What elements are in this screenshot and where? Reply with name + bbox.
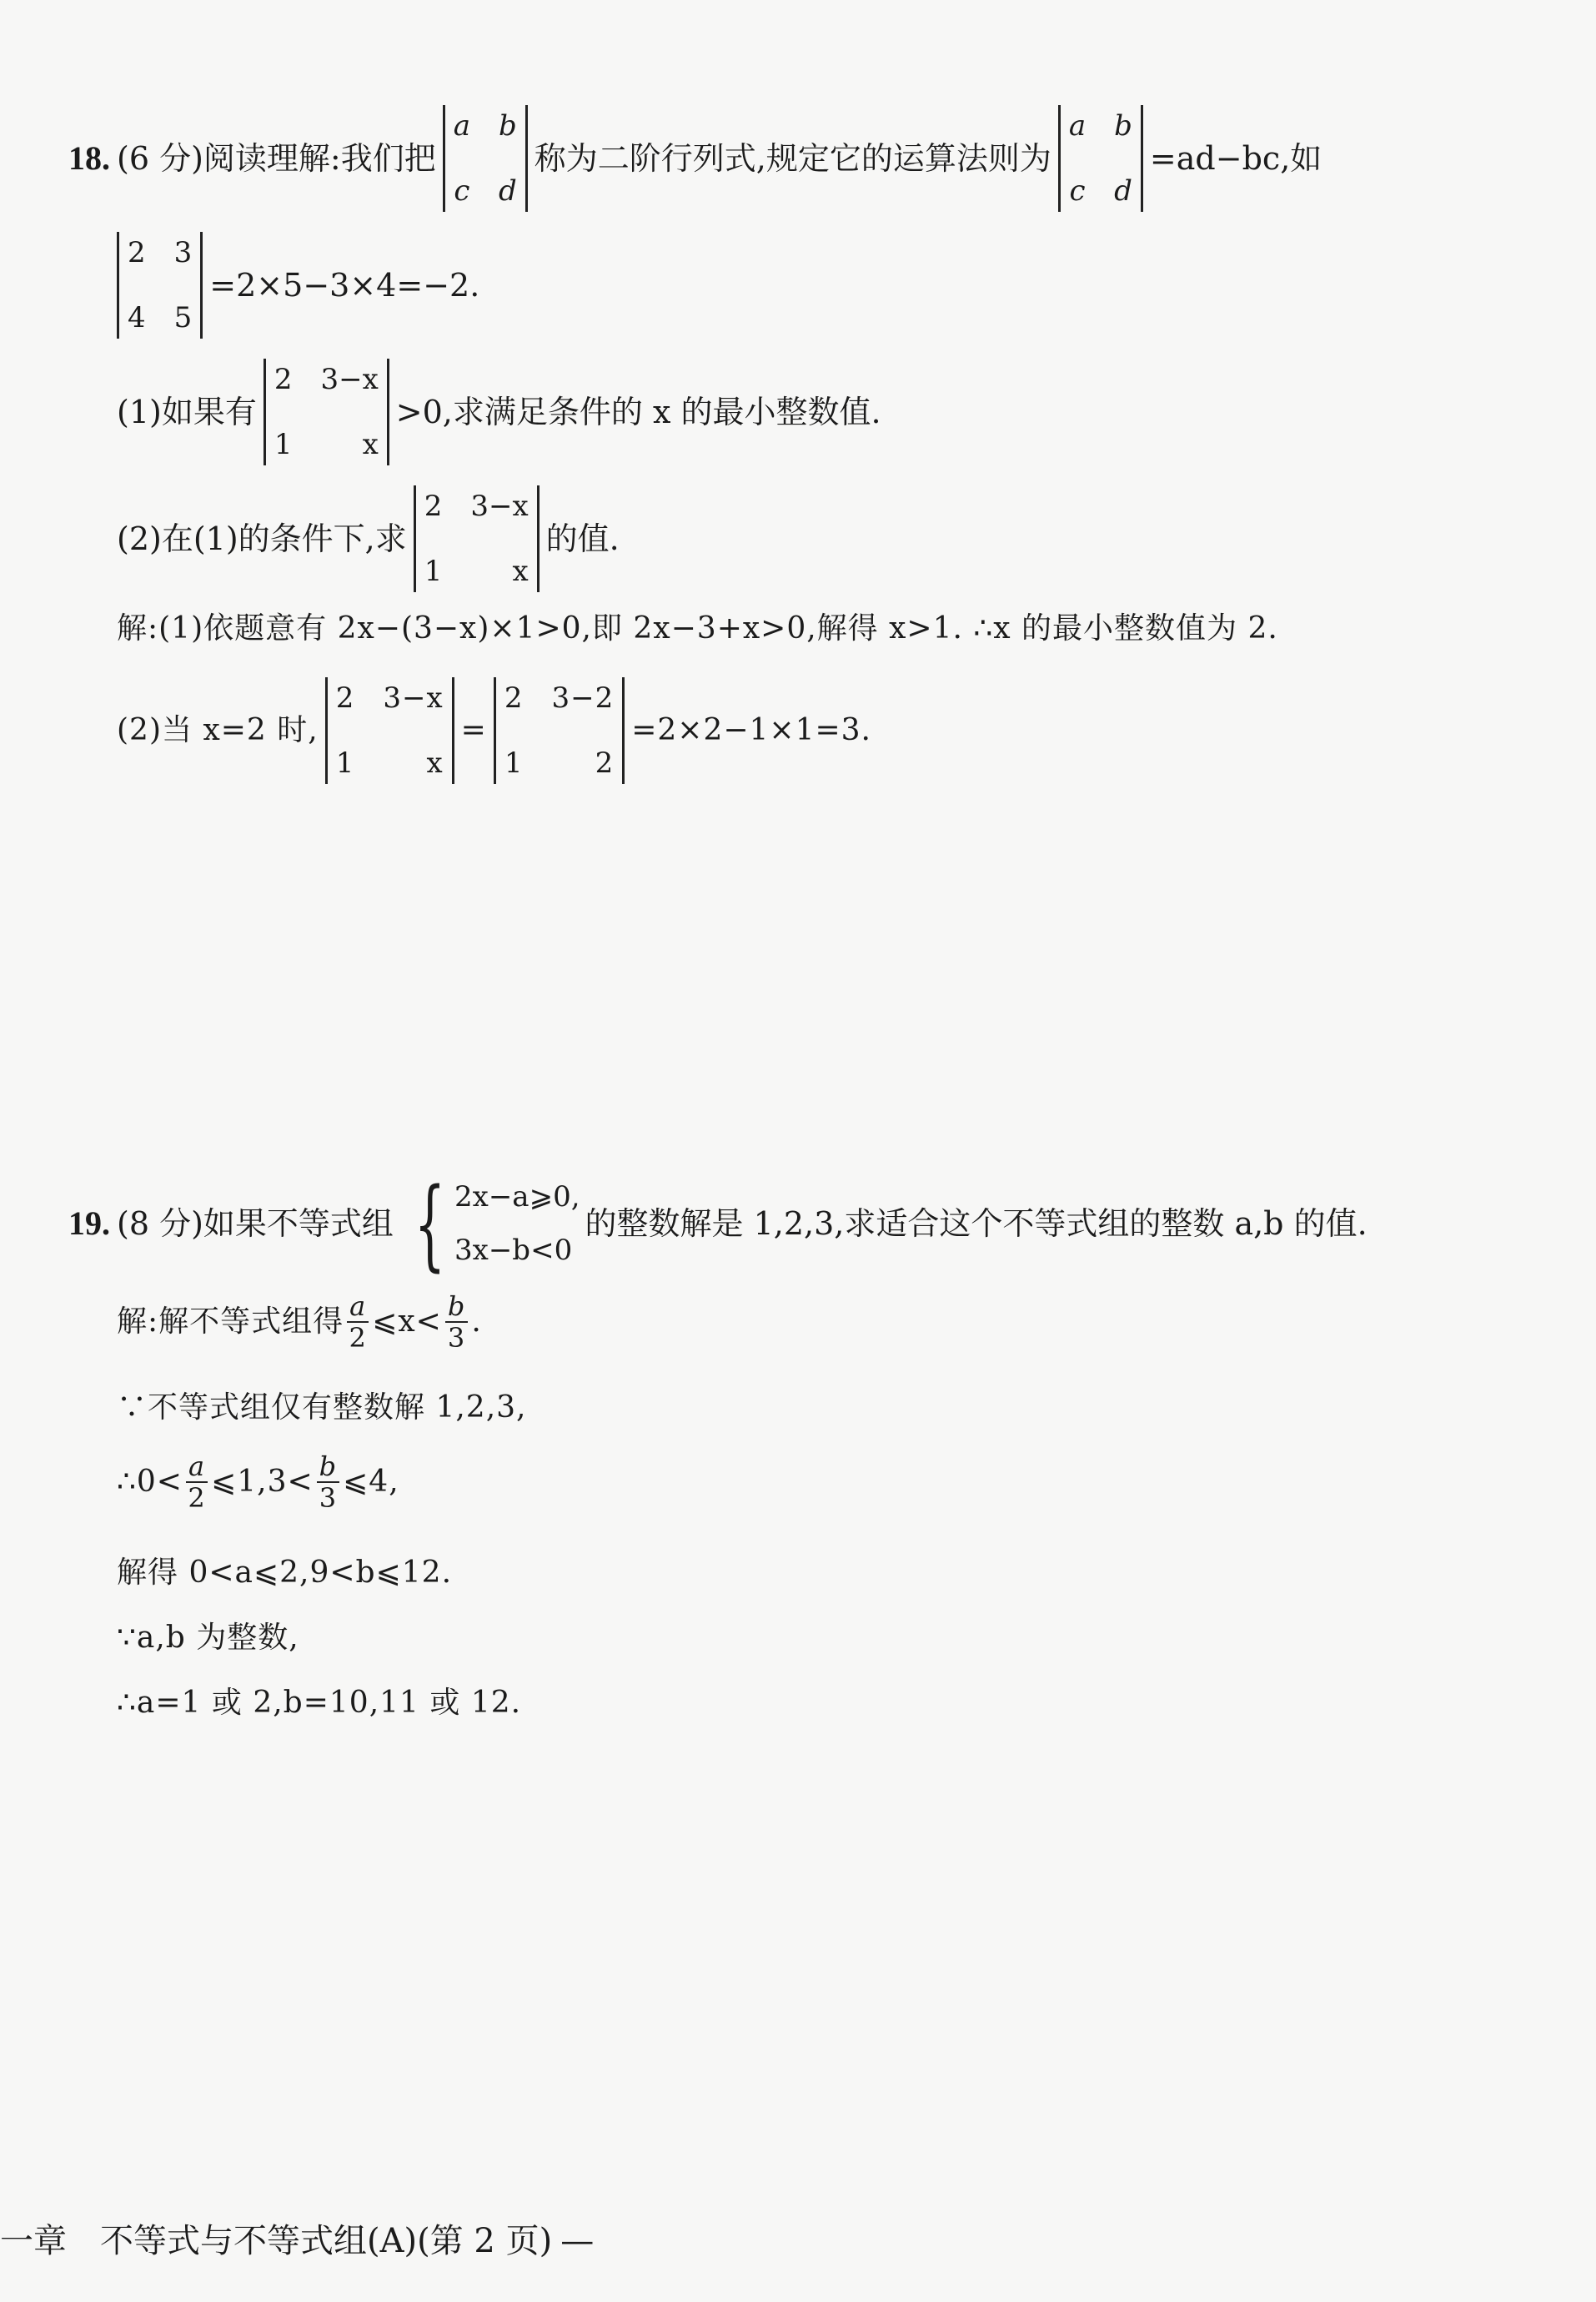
q19-solution-4 (117, 1558, 452, 1588)
question-score: (6 分) (117, 140, 203, 177)
question-number: 19. (68, 1204, 110, 1242)
determinant-abcd-rule (1058, 105, 1143, 212)
system-rows (454, 1180, 580, 1267)
fraction-b-over-3 (445, 1290, 468, 1354)
footer-chapter: 一章 (0, 2222, 67, 2260)
det-cell: 5 (173, 301, 193, 334)
part2-suffix: 的值. (545, 520, 620, 557)
equals-sign: = (460, 713, 487, 747)
determinant-abcd (443, 105, 528, 212)
system-row: 2x−a⩾0, (454, 1180, 580, 1214)
det-cell: 1 (335, 746, 355, 780)
det-cell: b (499, 109, 517, 143)
det-cell: 3−x (320, 363, 379, 396)
determinant-substituted (494, 677, 625, 784)
fraction-a-over-2 (186, 1450, 208, 1514)
det-cell: x (426, 746, 444, 780)
solution-text: ⩽x< (372, 1304, 442, 1339)
q19-question-line (68, 1166, 1368, 1281)
det-cell: d (499, 174, 517, 208)
fraction-b-over-3 (317, 1450, 339, 1514)
fraction-numerator: a (188, 1450, 206, 1482)
det-cell: 1 (274, 428, 293, 461)
part1-prefix: (1)如果有 (117, 394, 257, 430)
solution-text: ∵不等式组仅有整数解 1,2,3, (117, 1390, 527, 1425)
q19-solution-2 (117, 1390, 527, 1425)
example-result: =2×5−3×4=−2. (209, 267, 480, 304)
q18-intro-line (68, 105, 1322, 212)
det-cell: 3−x (383, 681, 444, 715)
solution-text: 解:解不等式组得 (117, 1304, 344, 1339)
det-cell: 1 (424, 555, 443, 588)
q19-solution-3 (117, 1450, 399, 1514)
fraction-numerator: b (447, 1290, 466, 1322)
det-cell: x (362, 428, 379, 461)
det-cell: 2 (274, 363, 293, 396)
solution-text: ⩽4, (343, 1465, 399, 1499)
fraction-denominator: 3 (319, 1482, 338, 1514)
det-cell: 2 (128, 236, 146, 269)
solution-text: ∵a,b 为整数, (117, 1621, 299, 1655)
determinant-part1 (263, 359, 389, 465)
q18-example-line (117, 232, 479, 339)
fraction-numerator: b (319, 1450, 338, 1482)
q18-solution-1 (117, 611, 1278, 646)
det-cell: 1 (504, 746, 524, 780)
det-cell: 3−2 (551, 681, 615, 715)
footer-title: 不等式与不等式组(A)(第 2 页) (100, 2222, 553, 2260)
page-footer (0, 2214, 594, 2262)
det-cell: 2 (335, 681, 355, 715)
det-cell: a (1068, 109, 1087, 143)
brace-symbol: { (414, 1166, 446, 1281)
question-score: (8 分) (117, 1205, 203, 1242)
q18-intro-b: 称为二阶行列式,规定它的运算法则为 (534, 140, 1051, 177)
system-row: 3x−b<0 (454, 1234, 573, 1267)
det-cell: c (454, 174, 470, 208)
q18-part2-line (117, 485, 620, 592)
determinant-example (117, 232, 203, 339)
solution-text: 解得 0<a⩽2,9<b⩽12. (117, 1556, 453, 1590)
det-cell: c (1069, 174, 1086, 208)
det-cell: x (512, 555, 529, 588)
q19-solution-1 (117, 1290, 482, 1354)
fraction-a-over-2 (347, 1290, 369, 1354)
q19-solution-6 (117, 1688, 521, 1718)
solution-text: ⩽1,3< (211, 1465, 314, 1499)
det-cell: 3−x (470, 490, 529, 523)
det-cell: 3 (173, 236, 193, 269)
fraction-denominator: 2 (188, 1482, 206, 1514)
det-cell: d (1114, 174, 1132, 208)
det-cell: 2 (504, 681, 524, 715)
fraction-denominator: 3 (447, 1322, 466, 1354)
determinant-solution (325, 677, 454, 784)
det-cell: a (453, 109, 471, 143)
solution-result: =2×2−1×1=3. (631, 713, 872, 747)
solution-text: ∴0< (117, 1465, 183, 1499)
question-number: 18. (68, 139, 110, 177)
det-cell: 2 (595, 746, 615, 780)
det-cell: 2 (424, 490, 443, 523)
q18-part1-line (117, 359, 881, 465)
solution-text: ∴a=1 或 2,b=10,11 或 12. (117, 1686, 522, 1720)
q18-intro-c: =ad−bc,如 (1149, 140, 1322, 177)
solution-text: (2)当 x=2 时, (117, 713, 319, 747)
solution-text: 解:(1)依题意有 2x−(3−x)×1>0,即 2x−3+x>0,解得 x>1. ∴x 的最小整数值为 2. (117, 611, 1278, 646)
q19-solution-5 (117, 1623, 299, 1653)
q18-intro-a: 阅读理解:我们把 (203, 140, 436, 177)
q19-prefix: 如果不等式组 (203, 1205, 394, 1242)
footer-dash: — (560, 2222, 595, 2260)
determinant-part2 (414, 485, 540, 592)
solution-text: . (471, 1304, 482, 1339)
part2-prefix: (2)在(1)的条件下,求 (117, 520, 407, 557)
fraction-denominator: 2 (349, 1322, 367, 1354)
inequality-system (399, 1166, 580, 1281)
fraction-numerator: a (349, 1290, 367, 1322)
q18-solution-2 (117, 677, 871, 784)
part1-suffix: >0,求满足条件的 x 的最小整数值. (395, 394, 881, 430)
q19-suffix: 的整数解是 1,2,3,求适合这个不等式组的整数 a,b 的值. (585, 1205, 1368, 1242)
det-cell: 4 (128, 301, 146, 334)
det-cell: b (1114, 109, 1132, 143)
